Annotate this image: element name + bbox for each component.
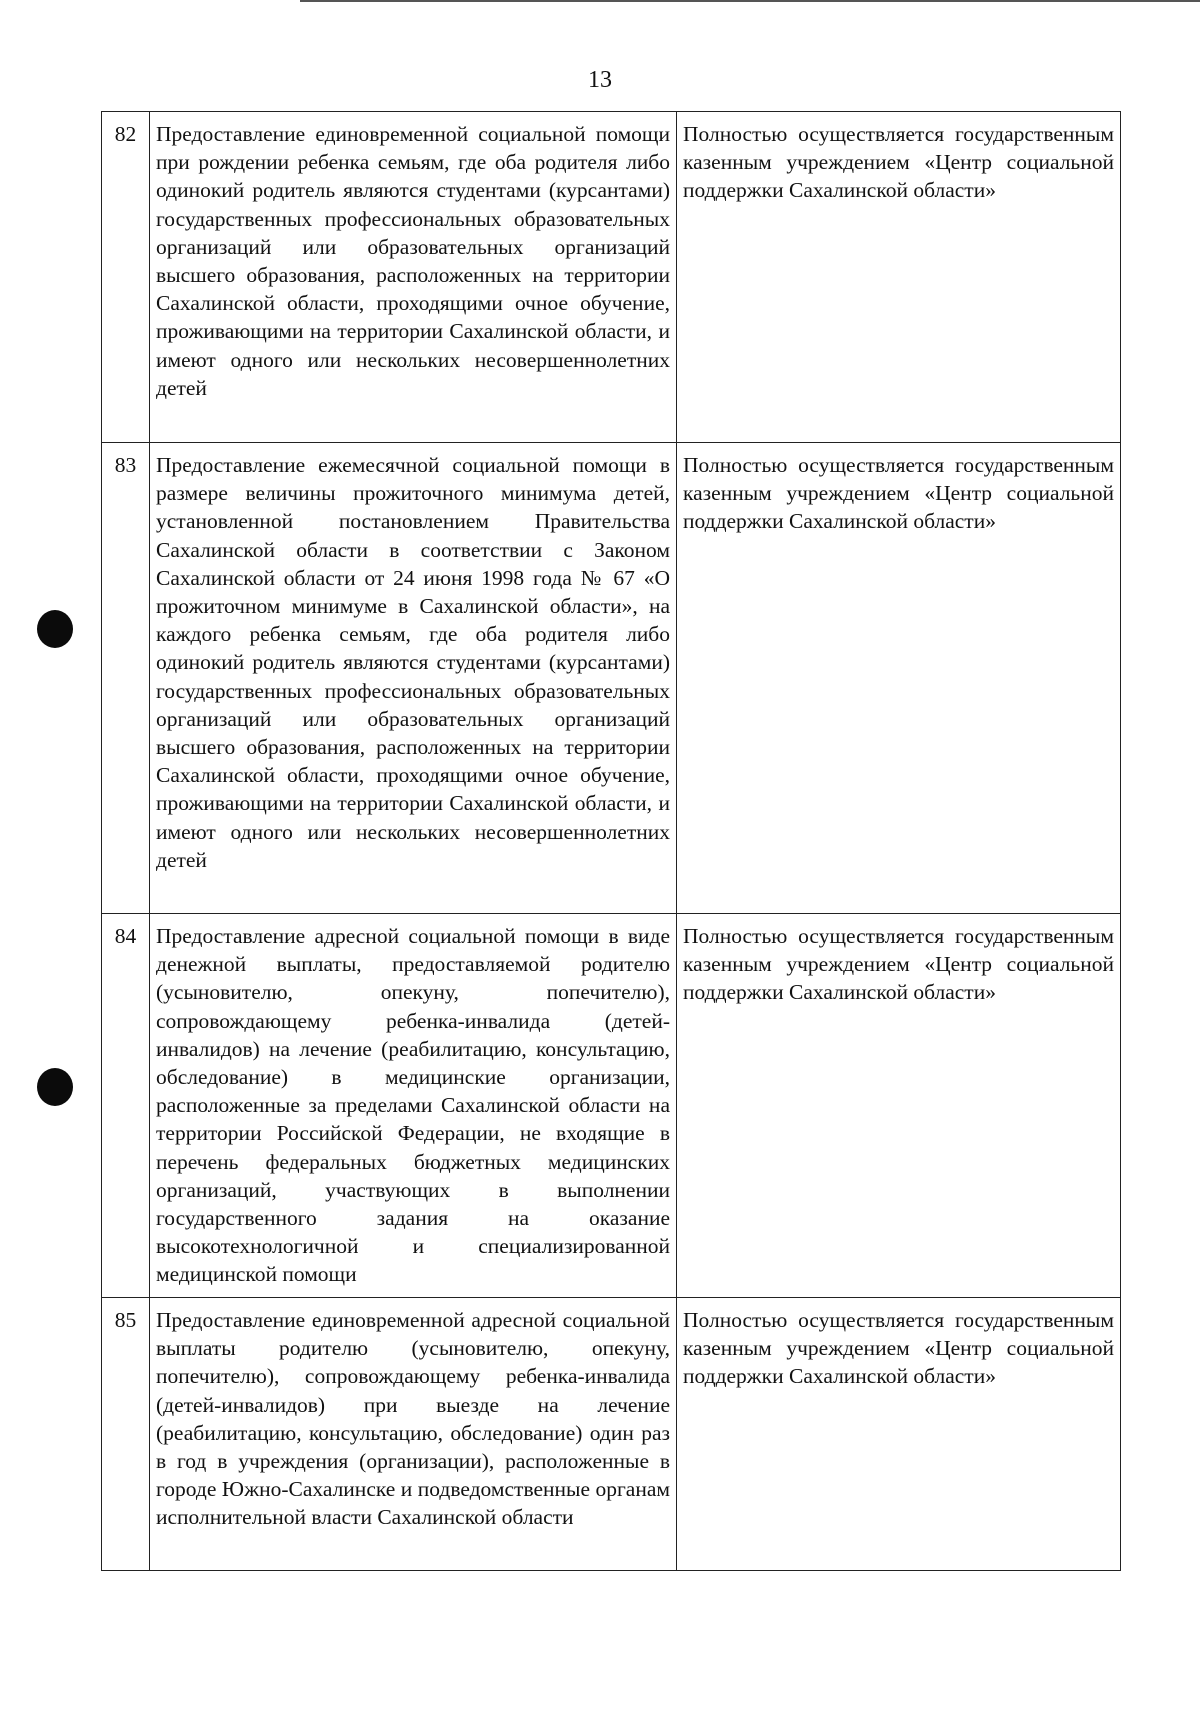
service-executor: Полностью осуществляется государственным казенным учреждением «Центр социальной поддержки Сахалинской области» [677, 112, 1121, 443]
binder-hole-mark [37, 1068, 73, 1106]
row-number: 83 [102, 443, 150, 914]
row-number: 84 [102, 914, 150, 1298]
table-row [102, 112, 1121, 443]
service-description: Предоставление ежемесячной социальной помощи в размере величины прожиточного минимума детей, установленной постановлением Правительства Сахалинской области в соответствии с Законом Сахалинской области от 24 июня 1998 года № 67 «О прожиточном минимуме в Сахалинской области», на каждого ребенка семьям, где оба родителя либо одинокий родитель являются студентами (курсантами) государственных профессиональных образовательных организаций или образовательных организаций высшего образования, расположенных на территории Сахалинской области, проходящими очное обучение, проживающими на территории Сахалинской области, и имеют одного или нескольких несовершеннолетних детей [150, 443, 677, 914]
services-table [101, 111, 1121, 1571]
service-executor: Полностью осуществляется государственным казенным учреждением «Центр социальной поддержки Сахалинской области» [677, 1298, 1121, 1571]
table-row [102, 914, 1121, 1298]
table-row [102, 1298, 1121, 1571]
service-executor: Полностью осуществляется государственным казенным учреждением «Центр социальной поддержки Сахалинской области» [677, 914, 1121, 1298]
service-description: Предоставление адресной социальной помощи в виде денежной выплаты, предоставляемой родителю (усыновителю, опекуну, попечителю), сопровождающему ребенка-инвалида (детей-инвалидов) на лечение (реабилитацию, консультацию, обследование) в медицинские организации, расположенные за пределами Сахалинской области на территории Российской Федерации, не входящие в перечень федеральных бюджетных медицинских организаций, участвующих в выполнении государственного задания на оказание высокотехнологичной и специализированной медицинской помощи [150, 914, 677, 1298]
row-number: 85 [102, 1298, 150, 1571]
service-description: Предоставление единовременной социальной помощи при рождении ребенка семьям, где оба родителя либо одинокий родитель являются студентами (курсантами) государственных профессиональных образовательных организаций или образовательных организаций высшего образования, расположенных на территории Сахалинской области, проходящими очное обучение, проживающими на территории Сахалинской области, и имеют одного или нескольких несовершеннолетних детей [150, 112, 677, 443]
binder-hole-mark [37, 610, 73, 648]
service-executor: Полностью осуществляется государственным казенным учреждением «Центр социальной поддержки Сахалинской области» [677, 443, 1121, 914]
service-description: Предоставление единовременной адресной социальной выплаты родителю (усыновителю, опекуну, попечителю), сопровождающему ребенка-инвалида (детей-инвалидов) при выезде на лечение (реабилитацию, консультацию, обследование) один раз в год в учреждения (организации), расположенные в городе Южно-Сахалинске и подведомственные органам исполнительной власти Сахалинской области [150, 1298, 677, 1571]
row-number: 82 [102, 112, 150, 443]
scan-top-edge [300, 0, 1200, 2]
table-row [102, 443, 1121, 914]
page-number: 13 [588, 67, 612, 93]
